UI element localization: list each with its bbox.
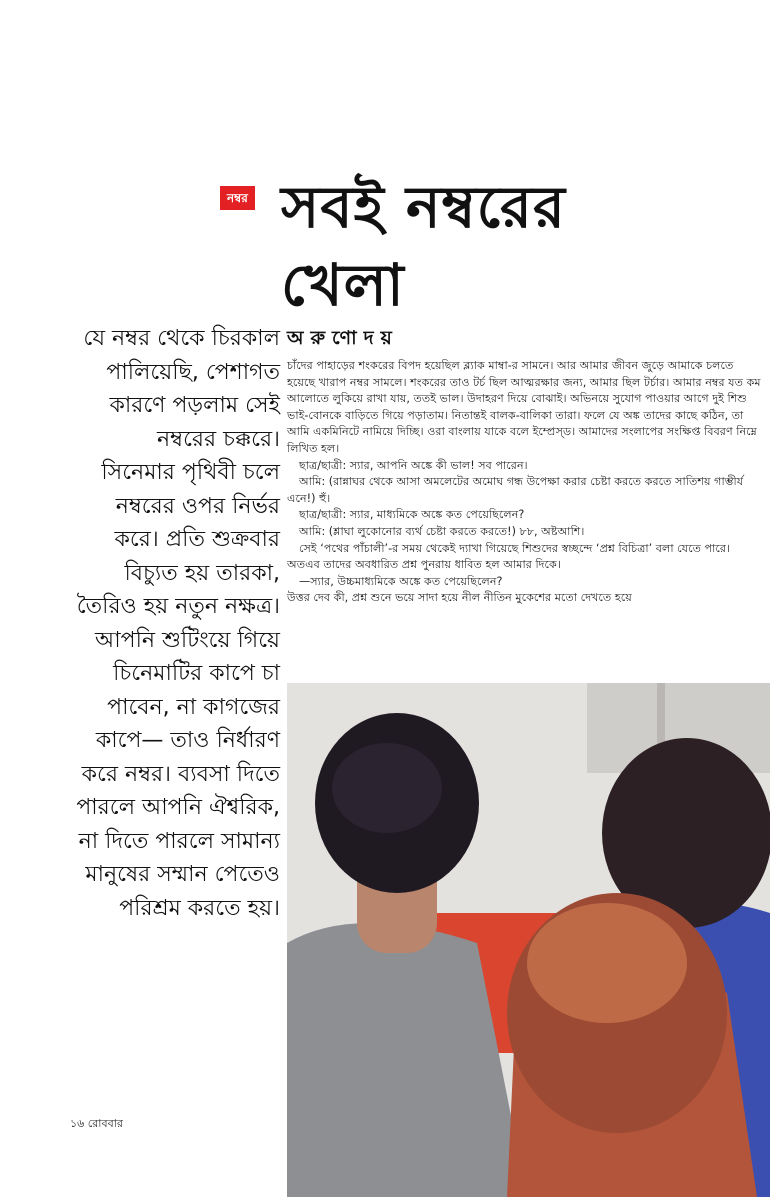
headline-line-2: খেলা	[281, 251, 405, 319]
body-paragraph: চাঁদের পাহাড়ের শংকরের বিপদ হয়েছিল ব্ল্যাক মাম্বা-র সামনে। আর আমার জীবন জুড়ে আমাকে চলতে হয়েছে খারাপ নম্বর সামলে। শংকরের তাও টর্চ ছিল আত্মরক্ষার জন্য, আমার ছিল টর্চার। আমার নম্বর যত কম আলোতে লুকিয়ে রাখা যায়, ততই ভাল। উদাহরণ দিয়ে বোঝাই। অভিনয়ে সুযোগ পাওয়ার আগে দুই শিশু ভাই-বোনকে বাড়িতে গিয়ে পড়াতাম। নিতান্তই বালক-বালিকা তারা। ফলে যে অঙ্ক তাদের কাছে কঠিন, তা আমি একমিনিটে নামিয়ে দিচ্ছি। ওরা বাংলায় যাকে বলে ইম্প্রেস্‌ড। আমাদের সংলাপের সংক্ষিপ্ত বিবরণ নিম্নে	[287, 359, 761, 439]
pullquote-line: পাবেন, না কাগজের	[107, 694, 280, 720]
body-paragraph: উত্তর দেব কী, প্রশ্ন শুনে ভয়ে সাদা হয়ে নীল নীতিন মুকেশের মতো দেখতে হয়ে	[287, 591, 632, 605]
pullquote-line: নম্বরের চক্করে।	[156, 426, 280, 452]
pullquote-line: কাপে— তাও নির্ধারণ	[95, 728, 280, 753]
pullquote-line: তৈরিও হয় নতুন নক্ষত্র।	[76, 594, 280, 619]
pullquote-line: কারণে পড়লাম সেই	[109, 393, 280, 418]
dialogue-line: ছাত্র/ছাত্রী: স্যার, আপনি অঙ্কে কী ভাল! সব পারেন।	[299, 458, 528, 472]
pullquote-line: পারলে আপনি ঐশ্বরিক,	[76, 795, 280, 820]
pullquote-line: সিনেমার পৃথিবী চলে	[101, 460, 280, 485]
pullquote-line: মানুষের সম্মান পেতেও	[85, 862, 280, 887]
pullquote-line: করে। প্রতি শুক্রবার	[114, 527, 280, 552]
headline	[281, 168, 721, 324]
article-body	[287, 358, 761, 607]
body-paragraph: সেই ‘পথের পাঁচালী’-র সময় থেকেই দ্যাখা গিয়েছে শিশুদের স্বচ্ছন্দে ‘প্রশ্ন বিচিত্রা’ বলা যেতে পারে। অতএব তাদের অবধারিত প্রশ্ন পুনরায় ধাবিত হল আমার দিকে।	[287, 541, 731, 572]
pullquote-line: না দিতে পারলে সামান্য	[78, 828, 280, 854]
pullquote-line: চিনেমাটির কাপে চা	[113, 661, 280, 686]
pullquote-line: পালিয়েছি, পেশাগত	[106, 359, 280, 385]
pullquote-line: করে নম্বর। ব্যবসা দিতে	[81, 761, 280, 787]
photo-illustration	[287, 683, 770, 1197]
headline-line-1: সবই নম্বরের	[281, 173, 566, 241]
pullquote-line: যে নম্বর থেকে চিরকাল	[83, 326, 280, 351]
pullquote-line: পরিশ্রম করতে হয়।	[119, 895, 280, 921]
pullquote-line: আপনি শুটিংয়ে গিয়ে	[94, 627, 280, 653]
section-tag: নম্বর	[220, 186, 255, 210]
dialogue-line: —স্যার, উচ্চমাধ্যমিকে অঙ্কে কত পেয়েছিলেন?	[299, 574, 503, 588]
pullquote-line: নম্বরের ওপর নির্ভর	[115, 493, 280, 519]
pullquote	[18, 322, 280, 925]
body-paragraph: লিখিত হল।	[287, 441, 340, 455]
dialogue-line: আমি: (শ্লাঘা লুকোনোর ব্যর্থ চেষ্টা করতে করতে!) ৮৮, অষ্টআশি।	[299, 524, 585, 538]
byline: অরুণোদয়	[287, 327, 399, 349]
article-photo	[287, 683, 770, 1197]
pullquote-line: বিচ্যুত হয় তারকা,	[124, 560, 280, 586]
page-folio: ১৬ রোববার	[70, 1117, 123, 1130]
dialogue-line: আমি: (রান্নাঘর থেকে আসা অমলেটের অমোঘ গন্ধ উপেক্ষা করার চেষ্টা করতে করতে সাতিশয় গাম্ভীর্য এনে!) হুঁ।	[287, 475, 744, 505]
dialogue-line: ছাত্র/ছাত্রী: স্যার, মাধ্যমিকে অঙ্কে কত পেয়েছিলেন?	[299, 508, 525, 522]
